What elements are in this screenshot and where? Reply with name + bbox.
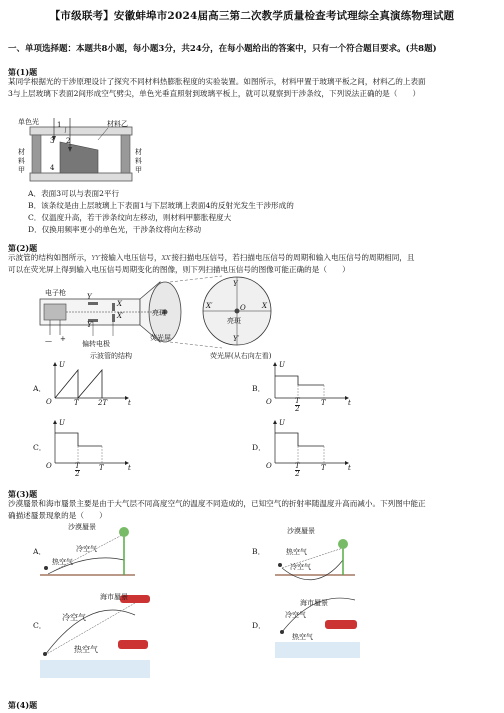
- question-3-stem-line2: 确描述蜃景现象的是（ ）: [8, 511, 107, 520]
- label-bright-spot: 亮斑: [152, 309, 166, 317]
- q3-option-c: C．: [33, 621, 47, 630]
- question-1-stem-line1: 某同学根据光的干涉原理设计了探究不同材料热膨胀程度的实验装置。如图所示，材料甲置于玻璃平板之间，材料乙的上表面: [8, 77, 426, 86]
- graph-a-o: O: [46, 398, 52, 406]
- question-1-heading: 第(1)题: [8, 67, 38, 77]
- question-2-stem-line2: 可以在荧光屏上得到输入电压信号周期变化的图像，则下列扫描电压信号的图像可能正确的是（ ）: [8, 265, 350, 274]
- q3-a-desert: 沙漠蜃景: [68, 523, 96, 531]
- q3-option-d: D．: [252, 621, 266, 630]
- question-3-stem-line1: 沙漠蜃景和海市蜃景主要是由于大气层不同高度空气的温度不同造成的，已知空气的折射率随温度升高而减小。下列图中能正: [8, 499, 426, 508]
- graph-a-2t: 2T: [98, 399, 108, 407]
- label-screen-y: Y: [233, 280, 238, 288]
- q3-a-cold: 冷空气: [76, 545, 97, 553]
- q3-d-hot: 热空气: [292, 633, 313, 641]
- question-1-stem-line2: 3与上层玻璃下表面2间形成空气劈尖，单色光垂直照射到玻璃平板上，就可以观察到干涉条纹，下列说法正确的是（ ）: [8, 89, 421, 98]
- question-4-heading: 第(4)题: [8, 700, 38, 710]
- label-electron-gun: 电子枪: [45, 289, 66, 297]
- q3-c-cold: 冷空气: [62, 613, 86, 622]
- graph-d-t: T: [321, 464, 326, 472]
- graph-c-t: T: [99, 464, 104, 472]
- q3-d-cold: 冷空气: [285, 611, 306, 619]
- graph-b-u: U: [279, 361, 285, 369]
- q1-option-b: B．该条纹是由上层玻璃上下表面1与下层玻璃上表面4的反射光发生干涉形成的: [28, 201, 294, 210]
- label-screen-origin: O: [240, 304, 246, 312]
- label-screen: 荧光屏: [150, 334, 171, 342]
- graph-a-t: T: [74, 399, 79, 407]
- q2-option-a: A．: [33, 384, 47, 393]
- q2-option-d: D．: [252, 443, 266, 452]
- label-plate-x: X: [117, 300, 122, 308]
- q3-d-sea: 海市蜃景: [300, 599, 328, 607]
- q1-label-material-a-left: 材料甲: [18, 148, 25, 174]
- graph-b-o: O: [266, 398, 272, 406]
- graph-d-taxis: t: [348, 464, 351, 472]
- q3-a-hot: 热空气: [52, 558, 73, 566]
- graph-d-half-t: T 2: [295, 462, 300, 478]
- label-plus: +: [60, 335, 66, 343]
- label-plate-xp: X′: [117, 312, 124, 320]
- question-2-heading: 第(2)题: [8, 243, 38, 253]
- label-plate-y: Y: [87, 293, 92, 301]
- q3-c-hot: 热空气: [74, 645, 98, 654]
- label-screen-x: X: [262, 302, 267, 310]
- q1-label-material-a-right: 材料甲: [135, 148, 142, 174]
- q1-label-2: 2: [66, 137, 71, 145]
- q3-option-a: A．: [33, 547, 47, 556]
- q1-label-1: 1: [57, 121, 62, 129]
- label-screen-xp: X′: [206, 302, 213, 310]
- q3-c-sea: 海市蜃景: [100, 593, 128, 601]
- label-plate-yp: Y′: [87, 321, 94, 329]
- q1-option-a: A．表面3可以与表面2平行: [28, 189, 120, 198]
- page-title: 【市级联考】安徽蚌埠市2024届高三第二次教学质量检查考试理综全真演练物理试题: [49, 10, 455, 22]
- q1-label-3: 3: [50, 137, 55, 145]
- q1-label-material-b: 材料乙: [107, 120, 128, 128]
- label-minus: —: [45, 337, 52, 345]
- q3-b-cold: 冷空气: [290, 563, 311, 571]
- graph-d-u: U: [279, 419, 285, 427]
- label-screen-yp: Y′: [233, 335, 240, 343]
- caption-tube-structure: 示波管的结构: [90, 352, 132, 360]
- graph-a-u: U: [59, 361, 65, 369]
- q2-option-b: B．: [252, 384, 266, 393]
- label-bright-spot-2: 亮斑: [227, 317, 241, 325]
- graph-c-taxis: t: [128, 464, 131, 472]
- section-heading: 一、单项选择题：本题共8小题，每小题3分，共24分，在每小题给出的答案中，只有一个符合题目要求。(共8题): [8, 44, 437, 54]
- q3-b-desert: 沙漠蜃景: [287, 527, 315, 535]
- q3-b-hot: 热空气: [286, 548, 307, 556]
- q1-label-light: 单色光: [18, 118, 39, 126]
- graph-c-u: U: [59, 419, 65, 427]
- q2-option-c: C．: [33, 443, 47, 452]
- q3-option-b: B．: [252, 547, 266, 556]
- graph-c-o: O: [46, 462, 52, 470]
- question-2-stem-line1: 示波管的结构如图所示，YY′接输入电压信号，XX′接扫描电压信号，若扫描电压信号的周期和输入电压信号的周期相同，且: [8, 253, 415, 262]
- q1-label-4: 4: [50, 164, 55, 172]
- caption-screen-view: 荧光屏(从右向左看): [210, 352, 272, 360]
- graph-b-taxis: t: [348, 399, 351, 407]
- graph-a-taxis: t: [128, 399, 131, 407]
- graph-b-t: T: [321, 399, 326, 407]
- q1-option-c: C．仅温度升高，若干涉条纹向左移动，则材料甲膨胀程度大: [28, 213, 232, 222]
- graph-d-o: O: [266, 462, 272, 470]
- label-deflection-plates: 偏转电极: [82, 340, 110, 348]
- graph-b-half-t: T 2: [295, 397, 300, 413]
- question-3-heading: 第(3)题: [8, 489, 38, 499]
- graph-c-half-t: T 2: [75, 462, 80, 478]
- q1-option-d: D．仅换用频率更小的单色光，干涉条纹将向左移动: [28, 225, 202, 234]
